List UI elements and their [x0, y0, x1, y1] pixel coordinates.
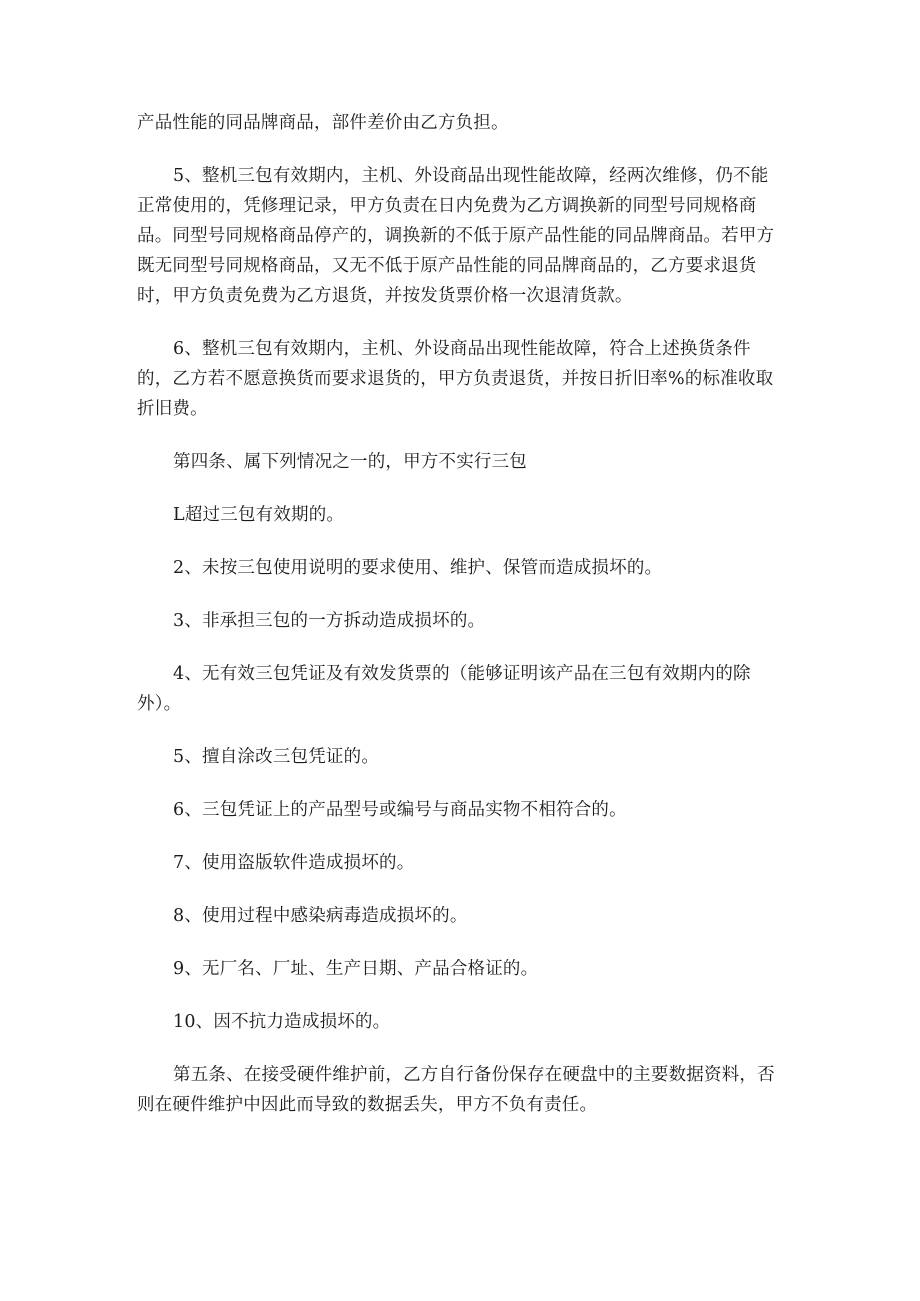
list-item-4: 4、无有效三包凭证及有效发货票的（能够证明该产品在三包有效期内的除外）。 — [137, 664, 751, 714]
list-item-2: 2、未按三包使用说明的要求使用、维护、保管而造成损坏的。 — [173, 558, 663, 578]
document-page — [137, 108, 785, 1143]
list-item-8: 8、使用过程中感染病毒造成损坏的。 — [173, 906, 468, 926]
list-item-10: 10、因不抗力造成损坏的。 — [173, 1012, 391, 1032]
list-item-7: 7、使用盗版软件造成损坏的。 — [173, 853, 415, 873]
list-item-9: 9、无厂名、厂址、生产日期、产品合格证的。 — [173, 959, 539, 979]
paragraph-continuation: 产品性能的同品牌商品，部件差价由乙方负担。 — [137, 113, 509, 133]
paragraph-clause-6: 6、整机三包有效期内，主机、外设商品出现性能故障，符合上述换货条件的，乙方若不愿意换货而要求退货的，甲方负责退货，并按日折旧率%的标准收取折旧费。 — [137, 339, 774, 419]
list-item-5: 5、擅自涂改三包凭证的。 — [173, 747, 380, 767]
article-4-heading: 第四条、属下列情况之一的，甲方不实行三包 — [173, 452, 527, 472]
article-5-paragraph: 第五条、在接受硬件维护前，乙方自行备份保存在硬盘中的主要数据资料，否则在硬件维护中因此而导致的数据丢失，甲方不负有责任。 — [137, 1065, 775, 1115]
paragraph-clause-5: 5、整机三包有效期内，主机、外设商品出现性能故障，经两次维修，仍不能正常使用的，凭修理记录，甲方负责在日内免费为乙方调换新的同型号同规格商品。同型号同规格商品停产的，调换新的不低于原产品性能的同品牌商品。若甲方既无同型号同规格商品，又无不低于原产品性能的同品牌商品的，乙方要求退货时，甲方负责免费为乙方退货，并按发货票价格一次退清货款。 — [137, 166, 775, 306]
list-item-3: 3、非承担三包的一方拆动造成损坏的。 — [173, 611, 486, 631]
list-item-1: L超过三包有效期的。 — [173, 505, 345, 525]
list-item-6: 6、三包凭证上的产品型号或编号与商品实物不相符合的。 — [173, 800, 627, 820]
